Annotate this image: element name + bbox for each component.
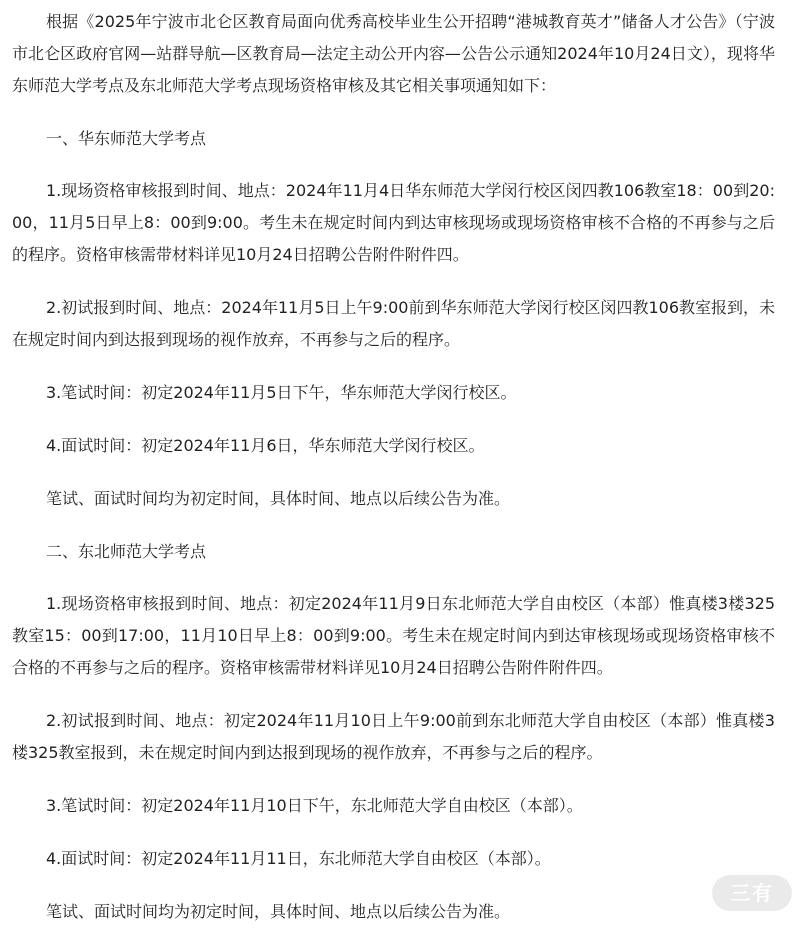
northeast-note: 笔试、面试时间均为初定时间，具体时间、地点以后续公告为准。 [46, 902, 511, 921]
notice-document [12, 6, 775, 949]
northeast-interview: 4.面试时间：初定2024年11月11日，东北师范大学自由校区（本部）。 [46, 849, 551, 868]
east-china-note: 笔试、面试时间均为初定时间，具体时间、地点以后续公告为准。 [46, 489, 511, 508]
east-china-interview: 4.面试时间：初定2024年11月6日，华东师范大学闵行校区。 [46, 436, 485, 455]
east-china-qualification-review: 1.现场资格审核报到时间、地点：2024年11月4日华东师范大学闵行校区闵四教106教室18：00到20:00，11月5日早上8：00到9:00。考生未在规定时间内到达审核现场或现场资格审核不合格的不再参与之后的程序。资格审核需带材料详见10月24日招聘公告附件附件四。 [12, 181, 775, 264]
northeast-preliminary-registration: 2.初试报到时间、地点：初定2024年11月10日上午9:00前到东北师范大学自由校区（本部）惟真楼3楼325教室报到，未在规定时间内到达报到现场的视作放弃，不再参与之后的程序。 [12, 711, 775, 762]
northeast-written-exam: 3.笔试时间：初定2024年11月10日下午，东北师范大学自由校区（本部）。 [46, 796, 583, 815]
intro-paragraph: 根据《2025年宁波市北仑区教育局面向优秀高校毕业生公开招聘“港城教育英才”储备人才公告》（宁波市北仑区政府官网—站群导航—区教育局—法定主动公开内容—公告公示通知2024年10月24日文），现将华东师范大学考点及东北师范大学考点现场资格审核及其它相关事项通知如下： [12, 12, 775, 95]
east-china-preliminary-registration: 2.初试报到时间、地点：2024年11月5日上午9:00前到华东师范大学闵行校区闵四教106教室报到，未在规定时间内到达报到现场的视作放弃，不再参与之后的程序。 [12, 298, 775, 349]
watermark-logo: 三有 [712, 875, 792, 911]
section-heading-east-china: 一、华东师范大学考点 [46, 129, 207, 148]
section-heading-northeast: 二、东北师范大学考点 [46, 542, 207, 561]
east-china-written-exam: 3.笔试时间：初定2024年11月5日下午，华东师范大学闵行校区。 [46, 383, 517, 402]
northeast-qualification-review: 1.现场资格审核报到时间、地点：初定2024年11月9日东北师范大学自由校区（本部）惟真楼3楼325教室15：00到17:00，11月10日早上8：00到9:00。考生未在规定时间内到达审核现场或现场资格审核不合格的不再参与之后的程序。资格审核需带材料详见10月24日招聘公告附件附件四。 [12, 594, 775, 677]
